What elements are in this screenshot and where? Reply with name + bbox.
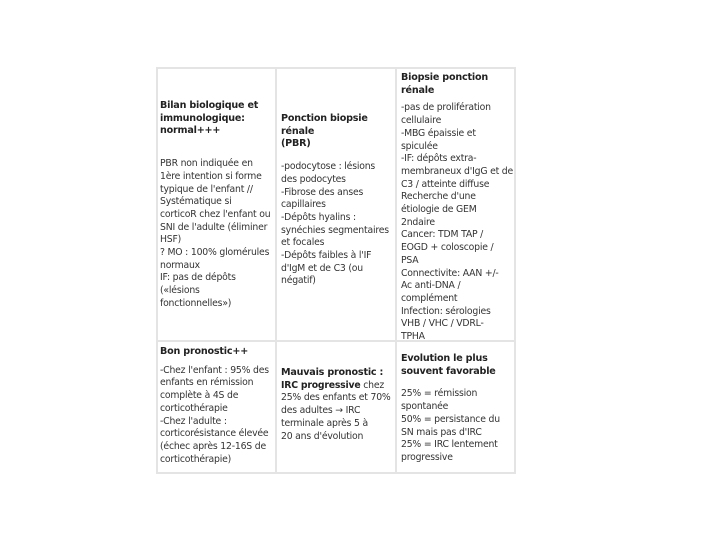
cell-body-line: -Dépôts hyalins : [281,211,356,223]
cell-body-line: HSF) [160,234,182,246]
comparison-table [156,67,516,474]
cell-body-line: 20 ans d'évolution [281,430,364,442]
cell-bon-pronostic [160,346,276,466]
cell-biopsie-ponction [401,72,517,344]
cell-title-line: souvent favorable [401,365,496,377]
cell-body-line: spiculée [401,140,438,152]
cell-body-line: -podocytose : lésions [281,161,376,173]
cell-title-line: Evolution le plus [401,353,488,364]
cell-title-line: immunologique: [160,112,245,124]
cell-body-line: corticorésistance élevée [160,428,269,440]
cell-body-line: IF: pas de dépôts [160,272,236,284]
cell-title-line: (PBR) [281,138,311,150]
cell-body-line: PSA [401,254,419,266]
cell-body-line: membraneux d'IgG et de [401,165,514,177]
cell-body-line: C3 / atteinte diffuse [401,178,490,190]
table-border [156,472,516,474]
cell-body-line: -Chez l'adulte : [160,415,227,427]
cell-body-line: des adultes → IRC [281,405,361,417]
spacer [401,378,517,388]
cell-body-line: 25% = IRC lentement [401,439,498,451]
cell-body-line: VHB / VHC / VDRL- [401,318,484,330]
cell-body-line: («lésions [160,285,200,297]
cell-body-line: cellulaire [401,115,442,127]
cell-body-line: Connectivite: AAN +/- [401,267,499,279]
cell-body-line: -Chez l'enfant : 95% des [160,364,269,376]
cell-body-line: SNI de l'adulte (éliminer [160,221,268,233]
cell-body-line: 25% des enfants et 70% [281,392,391,404]
cell-body-line: typique de l'enfant // [160,183,253,195]
table-border [156,67,516,69]
cell-body-line: progressive [401,451,453,463]
cell-body-line: complément [401,292,458,304]
cell-body-line: Infection: sérologies [401,305,491,317]
cell-title-line: Mauvais pronostic : [281,367,384,378]
cell-body-line: EOGD + coloscopie / [401,242,494,254]
cell-body-line: synéchies segmentaires [281,224,389,236]
cell-body-line: 2ndaire [401,216,435,228]
cell-body-line: corticoR chez l'enfant ou [160,208,271,220]
spacer [281,151,397,161]
cell-body-line: Recherche d'une [401,191,476,203]
cell-title-line: Bon pronostic++ [160,346,249,357]
cell-body-line: 25% = rémission [401,388,478,400]
cell-body-line: TPHA [401,331,425,343]
cell-title-line: Ponction biopsie rénale [281,113,368,137]
cell-body-line: terminale après 5 à [281,417,369,429]
cell-body-line: normaux [160,259,200,271]
cell-body-line: Cancer: TDM TAP / [401,229,484,241]
cell-body-line: SN mais pas d'IRC [401,426,482,438]
cell-body-line: -IF: dépôts extra- [401,153,477,165]
cell-body-line: négatif) [281,275,316,287]
cell-title-line: Bilan biologique et [160,100,259,111]
cell-mauvais-pronostic [281,367,397,443]
cell-body-line: -Fibrose des anses [281,186,364,198]
cell-body-line: des podocytes [281,173,346,185]
cell-body-line: spontanée [401,401,449,413]
cell-body-line: -MBG épaissie et [401,127,476,139]
cell-body-line: corticothérapie) [160,453,232,465]
cell-body-line: Ac anti-DNA / [401,280,461,292]
cell-body-line: ? MO : 100% glomérules [160,247,270,259]
cell-body-line: étiologie de GEM [401,204,477,216]
cell-pbr [281,113,397,288]
cell-body-line: complète à 4S de [160,390,239,402]
cell-body-line: 1ère intention si forme [160,170,262,182]
cell-body-line: corticothérapie [160,402,228,414]
spacer [160,138,276,158]
cell-body-line: -pas de prolifération [401,102,491,114]
cell-body-line: fonctionnelles») [160,297,232,309]
cell-title-line: normal+++ [160,125,221,137]
cell-body-line: enfants en rémission [160,377,254,389]
cell-title-line: Biopsie ponction rénale [401,72,488,96]
cell-evolution [401,353,517,465]
cell-body-line: IRC progressive chez [281,379,385,391]
cell-body-line: capillaires [281,199,326,211]
cell-body-line: -Dépôts faibles à l'IF [281,250,372,262]
cell-body-line: d'IgM et de C3 (ou [281,262,363,274]
cell-bilan-biologique [160,100,276,311]
cell-body-line: et focales [281,237,325,249]
table-border [156,67,158,474]
cell-body-line: (échec après 12-16S de [160,440,266,452]
cell-body-line: Systématique si [160,196,232,208]
cell-body-line: PBR non indiquée en [160,158,253,170]
cell-body-line: 50% = persistance du [401,413,500,425]
